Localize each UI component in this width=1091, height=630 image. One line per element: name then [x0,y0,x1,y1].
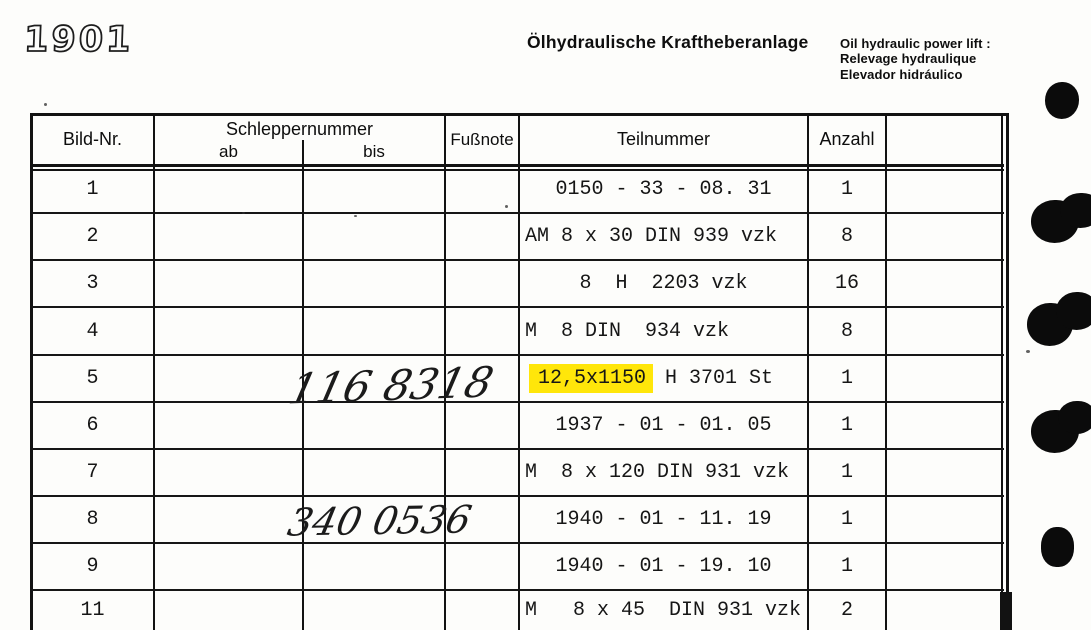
cell-note [887,403,1004,448]
cell-bild-nr: 7 [32,450,155,495]
cell-anzahl: 1 [809,450,887,495]
cell-bild-nr: 11 [32,591,155,630]
cell-fussnote [446,591,520,630]
cell-anzahl: 16 [809,261,887,306]
ink-blot [1041,527,1074,567]
cell-note [887,497,1004,542]
cell-anzahl: 8 [809,214,887,259]
ink-blot [1058,401,1091,434]
cell-bild-nr: 8 [32,497,155,542]
table-row [32,261,1004,308]
ink-blot [1056,292,1091,330]
cell-ab [155,261,304,306]
cell-teilnummer [520,356,809,401]
section-title-translations [840,36,991,82]
cell-note [887,214,1004,259]
col-header-anzahl: Anzahl [809,115,887,164]
cell-teilnummer: AM 8 x 30 DIN 939 vzk [520,214,809,259]
cell-teilnummer: M 8 x 120 DIN 931 vzk [520,450,809,495]
cell-anzahl: 2 [809,591,887,630]
cell-bild-nr: 6 [32,403,155,448]
table-row [32,450,1004,497]
table-row [32,544,1004,591]
cell-ab [155,308,304,354]
parts-table-header [32,115,1004,167]
cell-anzahl: 1 [809,167,887,212]
parts-table-body [32,167,1004,630]
cell-bis [304,261,446,306]
cell-fussnote [446,403,520,448]
cell-fussnote [446,214,520,259]
cell-note [887,591,1004,630]
cell-ab [155,214,304,259]
cell-note [887,450,1004,495]
table-row [32,308,1004,356]
cell-teilnummer: 0150 - 33 - 08. 31 [520,167,809,212]
cell-bis [304,591,446,630]
col-header-bis: bis [363,142,385,162]
cell-note [887,308,1004,354]
table-row [32,167,1004,214]
cell-anzahl: 8 [809,308,887,354]
cell-teilnummer: 1940 - 01 - 11. 19 [520,497,809,542]
cell-fussnote [446,167,520,212]
scan-speck [354,215,357,217]
col-header-teilnummer: Teilnummer [520,115,809,164]
cell-teilnummer: M 8 x 45 DIN 931 vzk [520,591,809,630]
page-number: 1901 [23,20,135,60]
col-header-fussnote: Fußnote [446,115,520,164]
section-title-german: Ölhydraulische Kraftheberanlage [527,32,809,52]
cell-bild-nr: 2 [32,214,155,259]
cell-anzahl: 1 [809,497,887,542]
cell-note [887,261,1004,306]
cell-teilnummer: 1940 - 01 - 19. 10 [520,544,809,589]
col-header-schleppernummer-group [155,115,446,164]
scan-speck [44,103,47,106]
col-header-empty [887,115,1004,164]
cell-fussnote [446,308,520,354]
highlighted-part-number: 12,5x1150 [529,364,653,393]
title-english: Oil hydraulic power lift : [840,36,991,51]
cell-bis [304,308,446,354]
cell-fussnote [446,450,520,495]
col-header-schleppernummer: Schleppernummer [225,119,374,140]
ink-blot [1045,82,1079,119]
cell-bild-nr: 4 [32,308,155,354]
table-border-right-outer [1006,113,1009,630]
cell-bis [304,214,446,259]
cell-note [887,544,1004,589]
cell-bis [304,167,446,212]
title-spanish: Elevador hidráulico [840,66,963,82]
col-header-bild-nr: Bild-Nr. [32,115,155,164]
scan-speck [1026,350,1030,353]
cell-teilnummer: 8 H 2203 vzk [520,261,809,306]
cell-bis [304,544,446,589]
cell-ab [155,591,304,630]
col-header-ab: ab [155,140,304,164]
cell-ab [155,403,304,448]
cell-ab [155,450,304,495]
scan-speck [505,205,508,208]
cell-ab [155,167,304,212]
cell-fussnote [446,261,520,306]
cell-bild-nr: 5 [32,356,155,401]
cell-bild-nr: 1 [32,167,155,212]
table-row [32,214,1004,261]
cell-bild-nr: 9 [32,544,155,589]
cell-bild-nr: 3 [32,261,155,306]
scan-speck [242,212,245,214]
table-row [32,403,1004,450]
handwritten-schleppernummer-row8: 340 0536 [283,497,476,545]
cell-bis [304,450,446,495]
title-french: Relevage hydraulique [840,51,977,67]
cell-anzahl: 1 [809,356,887,401]
cell-teilnummer: M 8 DIN 934 vzk [520,308,809,354]
cell-ab [155,356,304,401]
cell-fussnote [446,544,520,589]
cell-anzahl: 1 [809,403,887,448]
cell-note [887,167,1004,212]
table-row [32,356,1004,403]
cell-ab [155,544,304,589]
cell-ab [155,497,304,542]
cell-anzahl: 1 [809,544,887,589]
cell-note [887,356,1004,401]
table-row [32,591,1004,630]
part-number-suffix: H 3701 St [653,367,774,390]
handwritten-schleppernummer-row5: 116 8318 [284,357,498,414]
table-row [32,497,1004,544]
cell-teilnummer: 1937 - 01 - 01. 05 [520,403,809,448]
